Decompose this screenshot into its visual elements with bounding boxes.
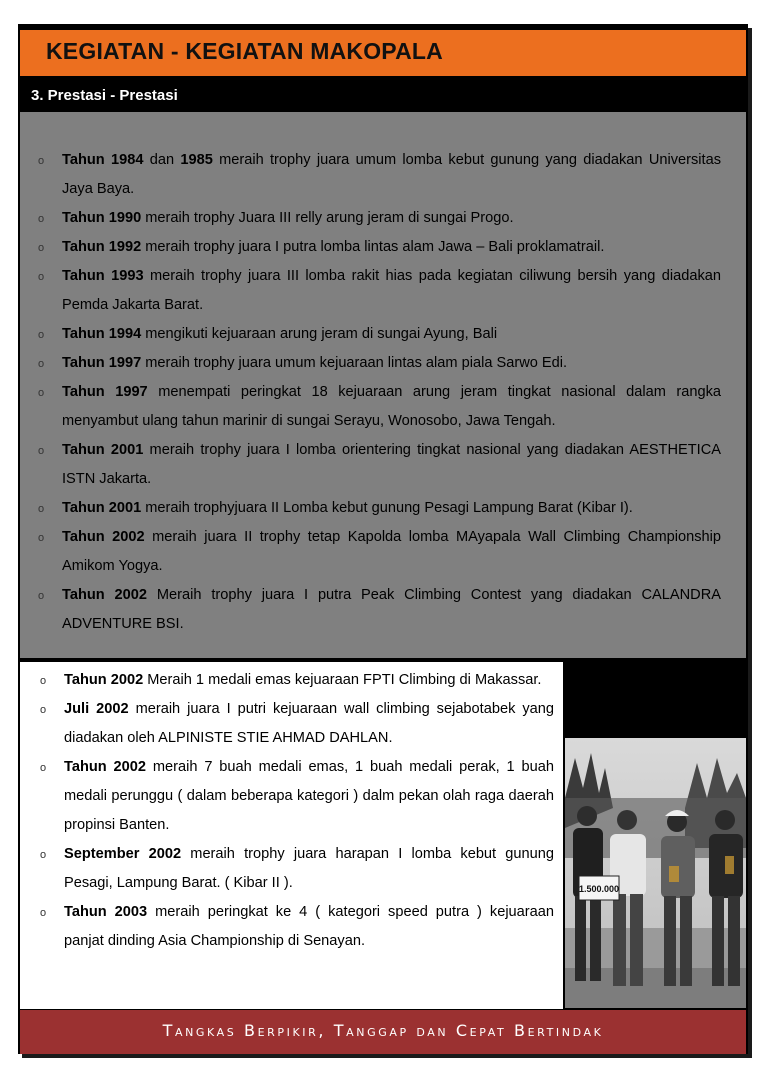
achievement-date: Juli 2002 bbox=[64, 701, 129, 717]
achievement-item bbox=[38, 204, 721, 233]
achievement-text: mengikuti kejuaraan arung jeram di sungai Ayung, Bali bbox=[141, 326, 498, 342]
achievement-item bbox=[38, 378, 721, 436]
achievement-list-gray bbox=[38, 146, 721, 639]
bullet-icon: o bbox=[38, 242, 45, 254]
bullet-icon: o bbox=[38, 532, 45, 544]
achievement-item bbox=[40, 666, 554, 695]
achievement-text: meraih trophy Juara III relly arung jeram di sungai Progo. bbox=[141, 210, 514, 226]
achievement-item bbox=[40, 695, 554, 753]
achievement-date: Tahun 2002 bbox=[62, 587, 148, 603]
achievement-date: Tahun 2002 bbox=[64, 759, 147, 775]
achievement-text: meraih peringkat ke 4 ( kategori speed putra ) kejuaraan panjat dinding Asia Championship di Senayan. bbox=[64, 904, 554, 949]
achievement-text: meraih trophy juara umum lomba kebut gunung yang diadakan Universitas Jaya Baya. bbox=[62, 152, 721, 197]
achievement-date: Tahun 1992 bbox=[62, 239, 142, 255]
achievement-item bbox=[38, 233, 721, 262]
bullet-icon: o bbox=[40, 907, 47, 919]
achievement-date: Tahun 1997 bbox=[62, 384, 148, 400]
photo-sign-text: 1.500.000 bbox=[578, 884, 620, 894]
achievement-text: menempati peringkat 18 kejuaraan arung jeram tingkat nasional dalam rangka menyambut ulang tahun marinir di sungai Serayu, Wonosobo, Jawa Tengah. bbox=[62, 384, 721, 429]
achievement-date: Tahun 1984 bbox=[62, 152, 144, 168]
page-header bbox=[20, 30, 746, 76]
achievement-text: meraih trophy juara harapan I lomba kebut gunung Pesagi, Lampung Barat. ( Kibar II ). bbox=[64, 846, 554, 891]
achievement-date: Tahun 2002 bbox=[62, 529, 145, 545]
achievement-item bbox=[40, 898, 554, 956]
achievement-text: Meraih 1 medali emas kejuaraan FPTI Climbing di Makassar. bbox=[143, 672, 542, 688]
footer-banner bbox=[20, 1010, 746, 1054]
achievement-text: meraih trophy juara I lomba orientering tingkat nasional yang diadakan AESTHETICA ISTN Jakarta. bbox=[62, 442, 721, 487]
achievement-connector: dan bbox=[143, 152, 181, 168]
achievement-item bbox=[38, 146, 721, 204]
achievement-text: meraih juara II trophy tetap Kapolda lomba MAyapala Wall Climbing Championship Amikom Yogya. bbox=[62, 529, 721, 574]
bullet-icon: o bbox=[38, 503, 45, 515]
achievement-item bbox=[38, 349, 721, 378]
achievement-item bbox=[40, 753, 554, 840]
achievement-item bbox=[38, 581, 721, 639]
bullet-icon: o bbox=[38, 445, 45, 457]
achievement-date: Tahun 1990 bbox=[62, 210, 142, 226]
achievement-item bbox=[38, 494, 721, 523]
achievement-date: Tahun 2001 bbox=[62, 442, 144, 458]
achievement-date: 1985 bbox=[180, 152, 213, 168]
bullet-icon: o bbox=[40, 762, 47, 774]
achievement-date: Tahun 2003 bbox=[64, 904, 148, 920]
achievement-list-white bbox=[40, 666, 554, 956]
achievement-text: meraih trophy juara III lomba rakit hias pada kegiatan ciliwung bersih yang diadakan Pemda Jakarta Barat. bbox=[62, 268, 721, 313]
achievement-text: meraih trophy juara I putra lomba lintas alam Jawa – Bali proklamatrail. bbox=[141, 239, 605, 255]
bullet-icon: o bbox=[38, 271, 45, 283]
bullet-icon: o bbox=[38, 155, 45, 167]
bullet-icon: o bbox=[38, 213, 45, 225]
section-header bbox=[20, 80, 746, 110]
achievement-item bbox=[38, 262, 721, 320]
bullet-icon: o bbox=[38, 590, 45, 602]
footer-motto: Tangkas Berpikir, Tanggap dan Cepat Bertindak bbox=[162, 1021, 604, 1040]
bullet-icon: o bbox=[38, 358, 45, 370]
achievement-date: September 2002 bbox=[64, 846, 182, 862]
achievement-text: Meraih trophy juara I putra Peak Climbing Contest yang diadakan CALANDRA ADVENTURE BSI. bbox=[62, 587, 721, 632]
achievement-text: meraih trophy juara umum kejuaraan lintas alam piala Sarwo Edi. bbox=[141, 355, 568, 371]
bullet-icon: o bbox=[40, 704, 47, 716]
team-photo bbox=[565, 738, 746, 1008]
achievement-text: meraih 7 buah medali emas, 1 buah medali perak, 1 buah medali perunggu ( dalam beberapa kategori ) dalm pekan olah raga daerah propinsi Banten. bbox=[64, 759, 554, 833]
page-title: KEGIATAN - KEGIATAN MAKOPALA bbox=[46, 38, 443, 64]
achievement-item bbox=[38, 436, 721, 494]
bullet-icon: o bbox=[40, 849, 47, 861]
achievement-date: Tahun 2001 bbox=[62, 500, 142, 516]
section-title: 3. Prestasi - Prestasi bbox=[31, 87, 178, 104]
bullet-icon: o bbox=[38, 329, 45, 341]
achievement-text: meraih trophyjuara II Lomba kebut gunung Pesagi Lampung Barat (Kibar I). bbox=[141, 500, 633, 516]
bullet-icon: o bbox=[40, 675, 47, 687]
achievement-item bbox=[40, 840, 554, 898]
bullet-icon: o bbox=[38, 387, 45, 399]
achievement-date: Tahun 1993 bbox=[62, 268, 144, 284]
achievement-item bbox=[38, 523, 721, 581]
achievement-text: meraih juara I putri kejuaraan wall climbing sejabotabek yang diadakan oleh ALPINISTE STIE AHMAD DAHLAN. bbox=[64, 701, 554, 746]
achievement-date: Tahun 1994 bbox=[62, 326, 142, 342]
achievement-item bbox=[38, 320, 721, 349]
achievement-date: Tahun 2002 bbox=[64, 672, 144, 688]
achievement-date: Tahun 1997 bbox=[62, 355, 142, 371]
